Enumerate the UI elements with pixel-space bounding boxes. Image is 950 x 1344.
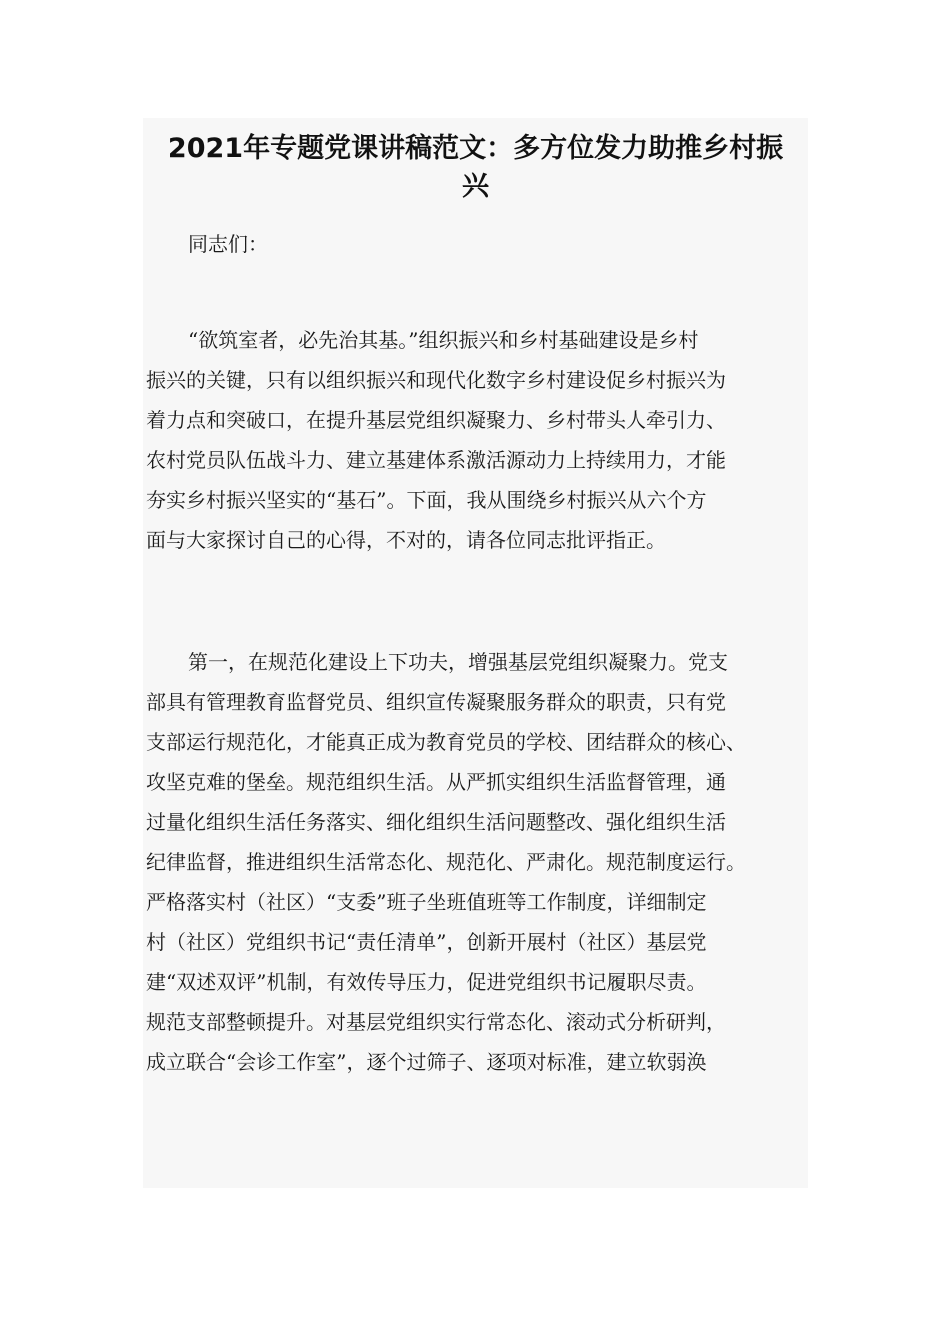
paragraph-line: 过量化组织生活任务落实、细化组织生活问题整改、强化组织生活 (146, 810, 726, 834)
paragraph-line: 农村党员队伍战斗力、建立基建体系激活源动力上持续用力，才能 (146, 448, 726, 472)
paragraph-line: 支部运行规范化，才能真正成为教育党员的学校、团结群众的核心、 (146, 730, 746, 754)
paragraph-line: 第一，在规范化建设上下功夫，增强基层党组织凝聚力。党支 (188, 650, 728, 674)
paragraph-line: 严格落实村（社区）“支委”班子坐班值班等工作制度，详细制定 (146, 890, 707, 914)
paragraph-line: 部具有管理教育监督党员、组织宣传凝聚服务群众的职责，只有党 (146, 690, 726, 714)
paragraph-1 (146, 320, 806, 560)
paragraph-line: 纪律监督，推进组织生活常态化、规范化、严肃化。规范制度运行。 (146, 850, 746, 874)
document-title (143, 130, 808, 206)
paragraph-line: 成立联合“会诊工作室”，逐个过筛子、逐项对标准，建立软弱涣 (146, 1050, 707, 1074)
paragraph-line: 夯实乡村振兴坚实的“基石”。下面，我从围绕乡村振兴从六个方 (146, 488, 707, 512)
paragraph-line: 规范支部整顿提升。对基层党组织实行常态化、滚动式分析研判， (146, 1010, 726, 1034)
paragraph-line: 攻坚克难的堡垒。规范组织生活。从严抓实组织生活监督管理，通 (146, 770, 726, 794)
paragraph-line: “欲筑室者，必先治其基。”组织振兴和乡村基础建设是乡村 (188, 328, 699, 352)
title-line-1: 2021年专题党课讲稿范文：多方位发力助推乡村振 (167, 133, 784, 164)
paragraph-line: 振兴的关键，只有以组织振兴和现代化数字乡村建设促乡村振兴为 (146, 368, 726, 392)
paragraph-line: 着力点和突破口，在提升基层党组织凝聚力、乡村带头人牵引力、 (146, 408, 726, 432)
paragraph-line: 面与大家探讨自己的心得，不对的，请各位同志批评指正。 (146, 528, 666, 552)
salutation: 同志们： (188, 232, 268, 256)
paragraph-line: 村（社区）党组织书记“责任清单”，创新开展村（社区）基层党 (146, 930, 707, 954)
paragraph-2 (146, 642, 806, 1082)
paragraph-line: 建“双述双评”机制，有效传导压力，促进党组织书记履职尽责。 (146, 970, 707, 994)
title-line-2: 兴 (462, 171, 489, 202)
